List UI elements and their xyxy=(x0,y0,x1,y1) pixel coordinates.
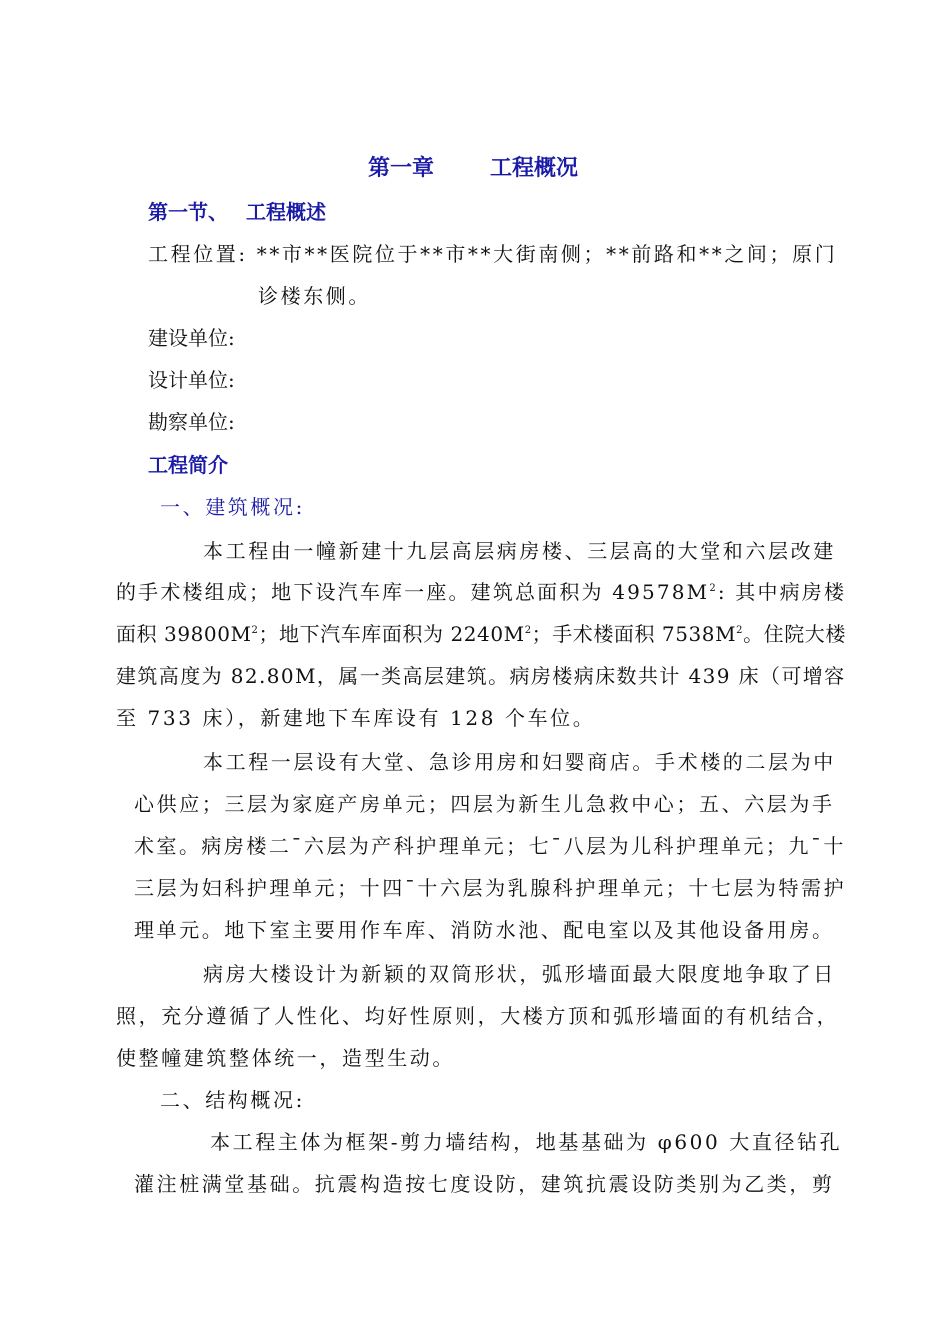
arch-p1-line1: 本工程由一幢新建十九层高层病房楼、三层高的大堂和六层改建 xyxy=(203,539,836,563)
arch-p1-line4: 建筑高度为 82.80M，属一类高层建筑。病房楼病床数共计 439 床（可增容 xyxy=(116,664,846,688)
chapter-heading xyxy=(368,154,578,182)
section-heading xyxy=(148,198,326,226)
struct-p1-line2: 灌注桩满堂基础。抗震构造按七度设防，建筑抗震设防类别为乙类，剪 xyxy=(134,1172,835,1196)
arch-p2-line4: 三层为妇科护理单元；十四¯十六层为乳腺科护理单元；十七层为特需护 xyxy=(134,876,847,900)
arch-p2-line1: 本工程一层设有大堂、急诊用房和妇婴商店。手术楼的二层为中 xyxy=(203,750,836,774)
location-label: 工程位置: xyxy=(148,242,248,266)
arch-heading: 一、建筑概况: xyxy=(160,495,305,519)
location-text: **市**医院位于**市**大街南侧；**前路和**之间；原门 xyxy=(256,242,838,266)
intro-heading: 工程简介 xyxy=(148,453,228,477)
arch-p2-line5: 理单元。地下室主要用作车库、消防水池、配电室以及其他设备用房。 xyxy=(134,918,835,942)
section-title: 工程概述 xyxy=(246,200,326,224)
designer-label: 设计单位: xyxy=(148,368,235,392)
arch-p2-line3: 术室。病房楼二¯六层为产科护理单元；七¯八层为儿科护理单元；九¯十 xyxy=(134,834,846,858)
arch-p1-line2 xyxy=(116,578,846,606)
area-superscript: 2 xyxy=(736,625,744,636)
arch-p1-line3 xyxy=(116,620,846,648)
arch-p1-line3-a: 面积 39800M xyxy=(116,622,252,646)
arch-p2-line2: 心供应；三层为家庭产房单元；四层为新生儿急救中心；五、六层为手 xyxy=(134,792,835,816)
location-row xyxy=(148,240,837,268)
struct-heading: 二、结构概况: xyxy=(160,1088,305,1112)
arch-p1-line2-text: 的手术楼组成；地下设汽车库一座。建筑总面积为 49578M xyxy=(116,580,710,604)
arch-p1-line3-c: ；手术楼面积 7538M xyxy=(531,622,737,646)
chapter-title: 工程概况 xyxy=(490,155,579,181)
arch-p1-line3-d: 。住院大楼 xyxy=(743,622,846,646)
arch-p1-line5: 至 733 床），新建地下车库设有 128 个车位。 xyxy=(116,706,596,730)
arch-p1-line3-b: ；地下汽车库面积为 2240M xyxy=(258,622,525,646)
area-superscript: 2 xyxy=(709,583,718,594)
section-label: 第一节、 xyxy=(148,200,228,224)
arch-p3-line1: 病房大楼设计为新颖的双筒形状，弧形墙面最大限度地争取了日 xyxy=(203,962,836,986)
arch-p1-line2-tail: : 其中病房楼 xyxy=(717,580,847,604)
arch-p3-line3: 使整幢建筑整体统一，造型生动。 xyxy=(116,1046,455,1070)
builder-label: 建设单位: xyxy=(148,326,235,350)
struct-p1-line1: 本工程主体为框架-剪力墙结构，地基基础为 φ600 大直径钻孔 xyxy=(210,1130,843,1154)
area-superscript: 2 xyxy=(524,625,532,636)
arch-p3-line2: 照，充分遵循了人性化、均好性原则，大楼方顶和弧形墙面的有机结合， xyxy=(116,1004,840,1028)
area-superscript: 2 xyxy=(251,625,259,636)
surveyor-label: 勘察单位: xyxy=(148,410,235,434)
chapter-label: 第一章 xyxy=(368,155,435,181)
location-text-continued: 诊楼东侧。 xyxy=(258,284,371,308)
